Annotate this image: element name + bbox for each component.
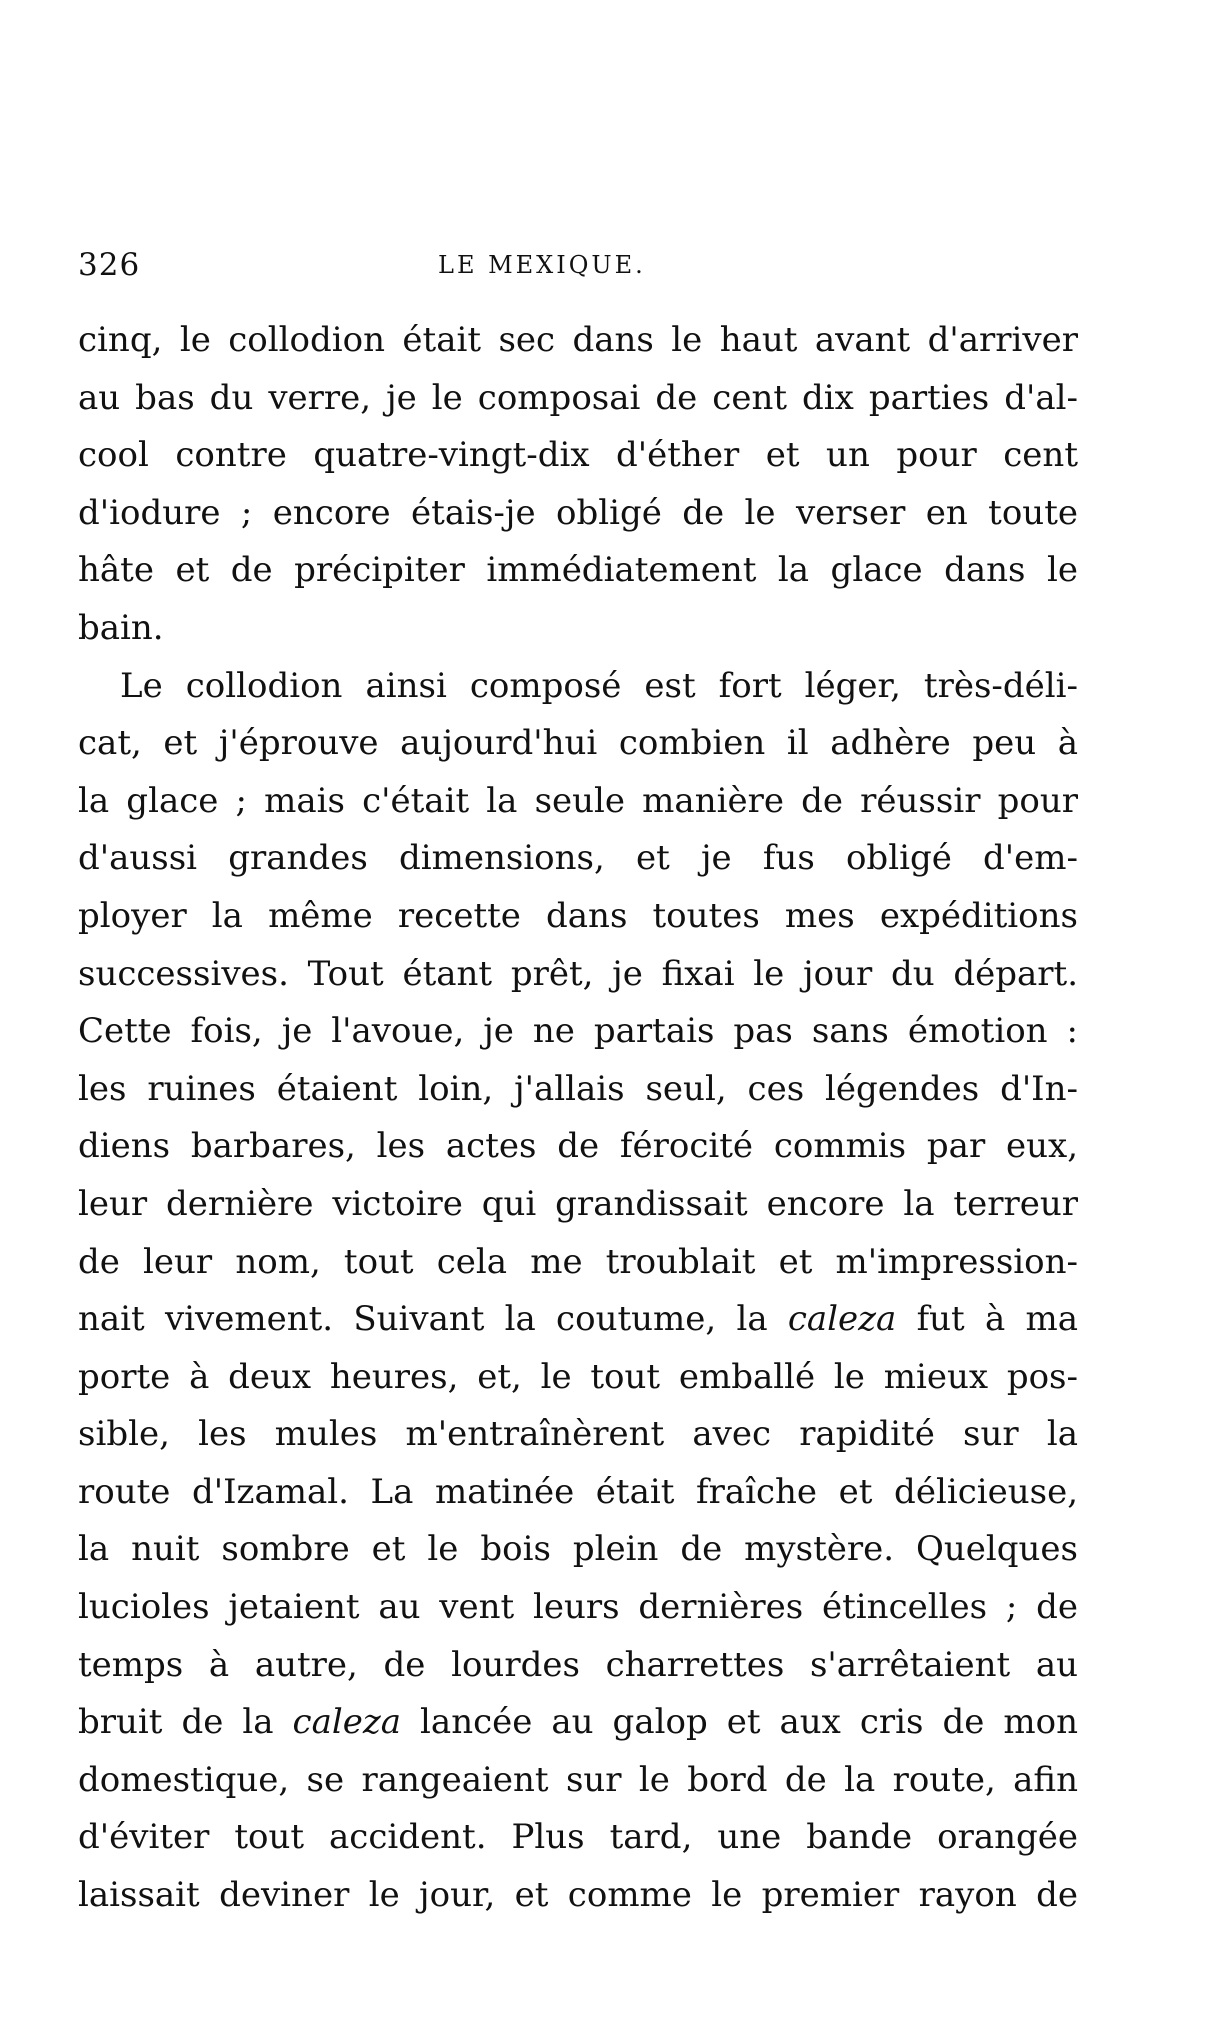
text-line: bain. bbox=[78, 607, 164, 648]
text-line: laissait deviner le jour, et comme le premier rayon de bbox=[78, 1875, 1078, 1916]
text-line: au bas du verre, je le composai de cent dix parties d'al- bbox=[78, 377, 1078, 418]
text-line: ployer la même recette dans toutes mes expéditions bbox=[78, 895, 1078, 936]
text-line: successives. Tout étant prêt, je fixai le jour du départ. bbox=[78, 953, 1078, 994]
running-title: LE MEXIQUE. bbox=[438, 251, 646, 279]
text-line: cat, et j'éprouve aujourd'hui combien il adhère peu à bbox=[78, 723, 1078, 764]
text-line: d'aussi grandes dimensions, et je fus obligé d'em- bbox=[78, 838, 1078, 879]
text-line: hâte et de précipiter immédiatement la glace dans le bbox=[78, 550, 1078, 591]
text-segment: nait vivement. Suivant la coutume, la bbox=[78, 1299, 788, 1340]
text-segment: lancée au galop et aux cris de mon bbox=[401, 1702, 1079, 1743]
italic-word: caleza bbox=[292, 1702, 402, 1743]
text-line: leur dernière victoire qui grandissait encore la terreur bbox=[78, 1183, 1078, 1224]
text-line: Cette fois, je l'avoue, je ne partais pas sans émotion : bbox=[78, 1011, 1078, 1052]
running-head bbox=[78, 247, 1078, 287]
text-line: d'iodure ; encore étais-je obligé de le verser en toute bbox=[78, 492, 1078, 533]
text-line: d'éviter tout accident. Plus tard, une bande orangée bbox=[78, 1817, 1078, 1858]
text-line: sible, les mules m'entraînèrent avec rapidité sur la bbox=[78, 1414, 1078, 1455]
page-number: 326 bbox=[78, 247, 141, 283]
text-line: porte à deux heures, et, le tout emballé le mieux pos- bbox=[78, 1356, 1078, 1397]
text-line: les ruines étaient loin, j'allais seul, ces légendes d'In- bbox=[78, 1068, 1078, 1109]
text-line: route d'Izamal. La matinée était fraîche et délicieuse, bbox=[78, 1471, 1078, 1512]
text-segment: bruit de la bbox=[78, 1702, 293, 1743]
text-line: la nuit sombre et le bois plein de mystère. Quelques bbox=[78, 1529, 1078, 1570]
italic-word: caleza bbox=[787, 1299, 897, 1340]
text-line bbox=[78, 1291, 1078, 1349]
text-line bbox=[78, 1694, 1078, 1752]
text-line: diens barbares, les actes de férocité commis par eux, bbox=[78, 1126, 1078, 1167]
text-line: cool contre quatre-vingt-dix d'éther et un pour cent bbox=[78, 435, 1078, 476]
text-segment: fut à ma bbox=[896, 1299, 1078, 1340]
text-line: la glace ; mais c'était la seule manière de réussir pour bbox=[78, 780, 1078, 821]
text-line: cinq, le collodion était sec dans le haut avant d'arriver bbox=[78, 320, 1078, 360]
body-text bbox=[78, 312, 1078, 1925]
text-line: lucioles jetaient au vent leurs dernières étincelles ; de bbox=[78, 1587, 1078, 1628]
text-line: temps à autre, de lourdes charrettes s'arrêtaient au bbox=[78, 1644, 1078, 1685]
paragraph-start-line: Le collodion ainsi composé est fort léger, très-déli- bbox=[120, 665, 1078, 706]
text-line: de leur nom, tout cela me troublait et m'impression- bbox=[78, 1241, 1078, 1282]
text-line: domestique, se rangeaient sur le bord de la route, afin bbox=[78, 1759, 1078, 1800]
